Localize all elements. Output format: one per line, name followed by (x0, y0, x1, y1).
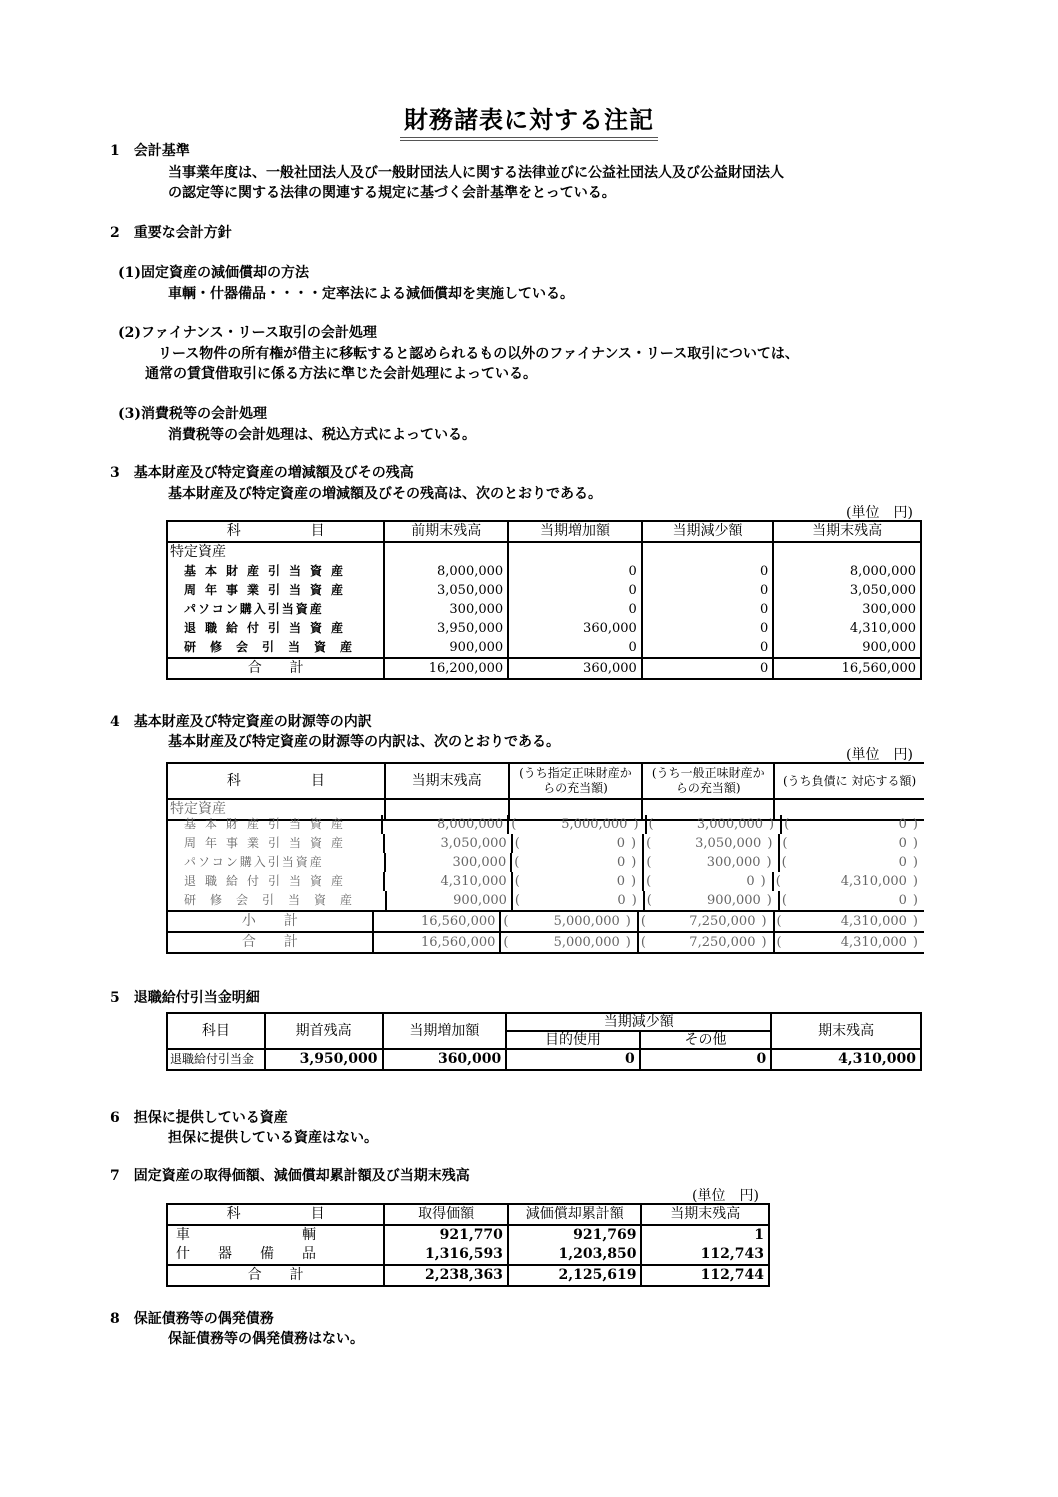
cell-increase: 0 (508, 581, 642, 600)
value: 5,000,000 (553, 935, 620, 950)
section-3-unit: (単位 円) (846, 505, 913, 521)
group-label: 特定資産 (167, 542, 384, 562)
row-name: 周年事業引当資産 (167, 581, 384, 600)
table-row (167, 619, 921, 638)
table-header-row (167, 763, 924, 799)
table-row (166, 872, 924, 891)
group-label: 特定資産 (167, 799, 385, 820)
value: 5,000,000 (561, 817, 628, 832)
table-row (166, 834, 924, 853)
total-label: 小 計 (167, 911, 373, 931)
section-2-1-heading: (1)固定資産の減価償却の方法 (118, 265, 309, 281)
header-designated: (うち指定正味財産からの充当額) (509, 763, 643, 799)
cell-general (644, 891, 779, 910)
value: 7,250,000 (689, 935, 756, 950)
section-1-line-1: 当事業年度は、一般社団法人及び一般財団法人に関する法律並びに公益社団法人及び公益財団法人 (168, 165, 784, 181)
header-general: (うち一般正味財産からの充当額) (642, 763, 774, 799)
open-paren: ( (646, 855, 652, 870)
section-6-text: 担保に提供している資産はない。 (168, 1130, 378, 1146)
value: 0 (898, 836, 907, 851)
close-paren: ) (761, 935, 767, 950)
cell-designated (511, 853, 643, 872)
parenthesized-value (515, 872, 636, 891)
cell-decrease: 0 (642, 581, 773, 600)
table-row (167, 562, 921, 581)
open-paren: ( (776, 935, 782, 950)
header-item: 科目 (167, 1013, 265, 1049)
total-label: 合 計 (167, 1265, 384, 1286)
parenthesized-value (782, 891, 918, 910)
header-liability: (うち負債に 対応する額) (782, 773, 917, 788)
close-paren: ) (766, 855, 772, 870)
value: 0 (617, 893, 626, 908)
open-paren: ( (514, 836, 520, 851)
close-paren: ) (760, 874, 766, 889)
cell-decrease: 0 (642, 619, 773, 638)
close-paren: ) (761, 914, 767, 929)
header-decrease: 当期減少額 (642, 521, 773, 542)
parenthesized-value (782, 853, 918, 872)
close-paren: ) (912, 817, 918, 832)
open-paren: ( (784, 817, 790, 832)
open-paren: ( (640, 935, 646, 950)
cell-end: 4,310,000 (849, 621, 916, 636)
close-paren: ) (766, 893, 772, 908)
close-paren: ) (912, 836, 918, 851)
close-paren: ) (633, 817, 639, 832)
table-header-row (167, 521, 921, 542)
value: 5,000,000 (553, 914, 620, 929)
parenthesized-value (641, 912, 767, 931)
table-row (167, 581, 921, 600)
parenthesized-value (646, 872, 766, 891)
section-8-heading: 8 保証債務等の偶発債務 (110, 1311, 274, 1327)
header-increase: 当期増加額 (508, 521, 642, 542)
section-4-heading: 4 基本財産及び特定資産の財源等の内訳 (110, 714, 372, 730)
header-other: その他 (640, 1031, 772, 1049)
close-paren: ) (769, 817, 775, 832)
value: 7,250,000 (689, 914, 756, 929)
table-special-assets-changes (166, 520, 922, 680)
value: 300,000 (706, 855, 761, 870)
group-row (167, 542, 921, 562)
cell-prev: 3,050,000 (384, 581, 508, 600)
value: 3,000,000 (696, 817, 764, 832)
parenthesized-value (515, 891, 637, 910)
table-header-row (167, 1204, 769, 1225)
row-name: 研修会引当資産 (167, 638, 384, 658)
header-closing: 期末残高 (818, 1022, 875, 1039)
open-paren: ( (781, 855, 787, 870)
open-paren: ( (514, 855, 520, 870)
cell-prev: 300,000 (384, 600, 508, 619)
cell-closing: 4,310,000 (838, 1051, 916, 1067)
total-row (166, 931, 924, 954)
close-paren: ) (625, 935, 631, 950)
value: 0 (898, 893, 907, 908)
cell-end: 8,000,000 (849, 564, 916, 579)
cell-decrease: 0 (642, 638, 773, 658)
cell-opening: 3,950,000 (265, 1049, 383, 1070)
open-paren: ( (646, 836, 652, 851)
close-paren: ) (767, 836, 773, 851)
parenthesized-value (515, 834, 636, 853)
parenthesized-value (641, 933, 767, 952)
cell-other: 0 (640, 1049, 772, 1070)
parenthesized-value (503, 912, 630, 931)
section-2-heading: 2 重要な会計方針 (110, 225, 232, 241)
section-5-heading: 5 退職給付引当金明細 (110, 990, 260, 1006)
cell-end: 16,560,000 (373, 911, 501, 931)
cell-liability (773, 872, 924, 891)
header-end: 当期末残高 (670, 1206, 741, 1222)
total-prev: 16,200,000 (384, 658, 508, 679)
header-end: 当期末残高 (812, 523, 883, 539)
section-4-text: 基本財産及び特定資産の財源等の内訳は、次のとおりである。 (168, 734, 560, 750)
header-item: 科 目 (167, 521, 384, 542)
total-end: 16,560,000 (841, 661, 916, 676)
cell-general (643, 872, 773, 891)
value: 4,310,000 (840, 935, 907, 950)
section-3-text: 基本財産及び特定資産の増減額及びその残高は、次のとおりである。 (168, 486, 602, 502)
open-paren: ( (514, 874, 520, 889)
row-name: 基本財産引当資産 (167, 815, 382, 834)
open-paren: ( (503, 935, 509, 950)
cell-liability (779, 891, 924, 910)
section-1-heading: 1 会計基準 (110, 143, 190, 159)
total-decrease: 0 (642, 658, 773, 679)
value: 0 (898, 855, 907, 870)
cell-end: 8,000,000 (382, 815, 509, 834)
close-paren: ) (631, 874, 637, 889)
table-fund-sources-body (166, 815, 924, 954)
cell-cost: 921,770 (384, 1225, 508, 1245)
value: 900,000 (707, 893, 761, 908)
close-paren: ) (912, 893, 918, 908)
cell-end: 900,000 (386, 891, 512, 910)
table-row (167, 600, 921, 619)
parenthesized-value (511, 815, 638, 834)
section-8-text: 保証債務等の偶発債務はない。 (168, 1331, 364, 1347)
close-paren: ) (631, 855, 637, 870)
header-item: 科 目 (167, 1204, 384, 1225)
cell-purpose: 0 (506, 1049, 639, 1070)
row-name: 退職給付引当資産 (167, 619, 384, 638)
parenthesized-value (514, 853, 636, 872)
table-row (167, 1245, 769, 1265)
cell-designated (500, 911, 637, 931)
section-2-2-heading: (2)ファイナンス・リース取引の会計処理 (118, 325, 377, 341)
section-4-unit: (単位 円) (846, 747, 913, 763)
parenthesized-value (503, 933, 630, 952)
row-name: 退職給付引当資産 (167, 872, 384, 891)
open-paren: ( (775, 874, 781, 889)
parenthesized-value (776, 872, 918, 891)
open-paren: ( (648, 817, 654, 832)
value: 0 (898, 817, 907, 832)
section-2-2-line-2: 通常の賃貸借取引に係る方法に準じた会計処理によっている。 (145, 366, 537, 382)
header-depreciation: 減価償却累計額 (508, 1204, 642, 1225)
open-paren: ( (776, 914, 782, 929)
table-row (167, 638, 921, 658)
cell-end: 1 (754, 1227, 764, 1243)
cell-decrease: 0 (642, 562, 773, 581)
cell-end: 3,050,000 (849, 583, 916, 598)
table-row (166, 891, 924, 910)
total-end: 112,744 (700, 1267, 764, 1283)
header-item: 科 目 (167, 763, 385, 799)
cell-end: 112,743 (700, 1246, 764, 1262)
open-paren: ( (640, 914, 646, 929)
cell-liability (779, 853, 924, 872)
table-retirement-allowance (166, 1012, 922, 1071)
value: 0 (616, 874, 626, 889)
open-paren: ( (511, 817, 517, 832)
table-fixed-assets (166, 1203, 770, 1287)
value: 4,310,000 (840, 914, 907, 929)
cell-general (638, 932, 774, 953)
section-3-heading: 3 基本財産及び特定資産の増減額及びその残高 (110, 465, 414, 481)
parenthesized-value (782, 834, 918, 853)
cell-liability (779, 834, 924, 853)
table-row (167, 1225, 769, 1245)
cell-general (638, 911, 774, 931)
cell-designated (512, 891, 644, 910)
table-fund-sources (166, 762, 924, 821)
cell-end: 16,560,000 (373, 932, 501, 953)
section-2-3-heading: (3)消費税等の会計処理 (118, 406, 267, 422)
section-1-line-2: の認定等に関する法律の関連する規定に基づく会計基準をとっている。 (168, 185, 616, 201)
open-paren: ( (503, 914, 509, 929)
parenthesized-value (777, 933, 918, 952)
header-end: 当期末残高 (385, 763, 509, 799)
cell-general (646, 815, 782, 834)
close-paren: ) (912, 874, 918, 889)
parenthesized-value (647, 891, 772, 910)
cell-depreciation: 1,203,850 (508, 1245, 642, 1265)
cell-cost: 1,316,593 (384, 1245, 508, 1265)
header-row-1 (167, 1013, 921, 1031)
header-purpose: 目的使用 (506, 1031, 639, 1049)
cell-increase: 360,000 (383, 1049, 507, 1070)
cell-designated (512, 872, 643, 891)
cell-end: 900,000 (862, 640, 916, 655)
open-paren: ( (781, 893, 787, 908)
value: 0 (616, 836, 626, 851)
cell-increase: 0 (508, 562, 642, 581)
parenthesized-value (646, 834, 772, 853)
cell-general (643, 853, 778, 872)
cell-designated (512, 834, 643, 853)
close-paren: ) (631, 836, 637, 851)
cell-designated (500, 932, 637, 953)
parenthesized-value (784, 815, 918, 834)
parenthesized-value (777, 912, 918, 931)
close-paren: ) (912, 914, 918, 929)
value: 0 (746, 874, 755, 889)
section-6-heading: 6 担保に提供している資産 (110, 1110, 288, 1126)
row-name: 基本財産引当資産 (167, 562, 384, 581)
value: 4,310,000 (840, 874, 907, 889)
total-depreciation: 2,125,619 (508, 1265, 642, 1286)
section-2-3-text: 消費税等の会計処理は、税込方式によっている。 (168, 427, 476, 443)
cell-general (643, 834, 779, 853)
row-name: 研修会引当資産 (167, 891, 386, 910)
cell-prev: 8,000,000 (384, 562, 508, 581)
cell-end: 3,050,000 (384, 834, 511, 853)
open-paren: ( (646, 874, 652, 889)
open-paren: ( (514, 893, 520, 908)
header-increase: 当期増加額 (383, 1013, 507, 1049)
table-row (166, 853, 924, 872)
total-increase: 360,000 (508, 658, 642, 679)
cell-liability (774, 911, 924, 931)
section-2-2-line-1: リース物件の所有権が借主に移転すると認められるもの以外のファイナンス・リース取引については、 (158, 346, 799, 362)
close-paren: ) (625, 914, 631, 929)
total-row (167, 1265, 769, 1286)
total-row (167, 658, 921, 679)
header-decrease: 当期減少額 (506, 1013, 771, 1031)
parenthesized-value (649, 815, 775, 834)
row-name: パソコン購入引当資産 (167, 600, 384, 619)
open-paren: ( (646, 893, 652, 908)
cell-designated (508, 815, 645, 834)
cell-end: 300,000 (385, 853, 511, 872)
cell-increase: 0 (508, 638, 642, 658)
cell-increase: 0 (508, 600, 642, 619)
section-7-unit: (単位 円) (692, 1188, 759, 1204)
cell-liability (781, 815, 924, 834)
section-2-1-text: 車輌・什器備品・・・・定率法による減価償却を実施している。 (168, 286, 574, 302)
cell-end: 300,000 (862, 602, 916, 617)
open-paren: ( (782, 836, 788, 851)
cell-prev: 3,950,000 (384, 619, 508, 638)
row-name: 什 器 備 品 (167, 1245, 384, 1265)
table-row (167, 1049, 921, 1070)
close-paren: ) (631, 893, 637, 908)
cell-decrease: 0 (642, 600, 773, 619)
title-text: 財務諸表に対する注記 (400, 100, 658, 141)
total-cost: 2,238,363 (384, 1265, 508, 1286)
header-prev: 前期末残高 (384, 521, 508, 542)
close-paren: ) (912, 935, 918, 950)
table-row (166, 815, 924, 834)
total-label: 合 計 (167, 658, 384, 679)
section-7-heading: 7 固定資産の取得価額、減価償却累計額及び当期末残高 (110, 1168, 470, 1184)
value: 0 (616, 855, 626, 870)
parenthesized-value (646, 853, 771, 872)
subtotal-row (166, 910, 924, 931)
cell-prev: 900,000 (384, 638, 508, 658)
row-name: 退職給付引当金 (167, 1049, 265, 1070)
row-name: 車 輌 (167, 1225, 384, 1245)
cell-liability (774, 932, 924, 953)
document-title (0, 100, 1058, 141)
cell-depreciation: 921,769 (508, 1225, 642, 1245)
row-name: 周年事業引当資産 (167, 834, 384, 853)
value: 3,050,000 (695, 836, 762, 851)
close-paren: ) (912, 855, 918, 870)
cell-end: 4,310,000 (384, 872, 511, 891)
row-name: パソコン購入引当資産 (167, 853, 385, 872)
header-opening: 期首残高 (265, 1013, 383, 1049)
total-label: 合 計 (167, 932, 373, 953)
header-cost: 取得価額 (384, 1204, 508, 1225)
cell-increase: 360,000 (508, 619, 642, 638)
